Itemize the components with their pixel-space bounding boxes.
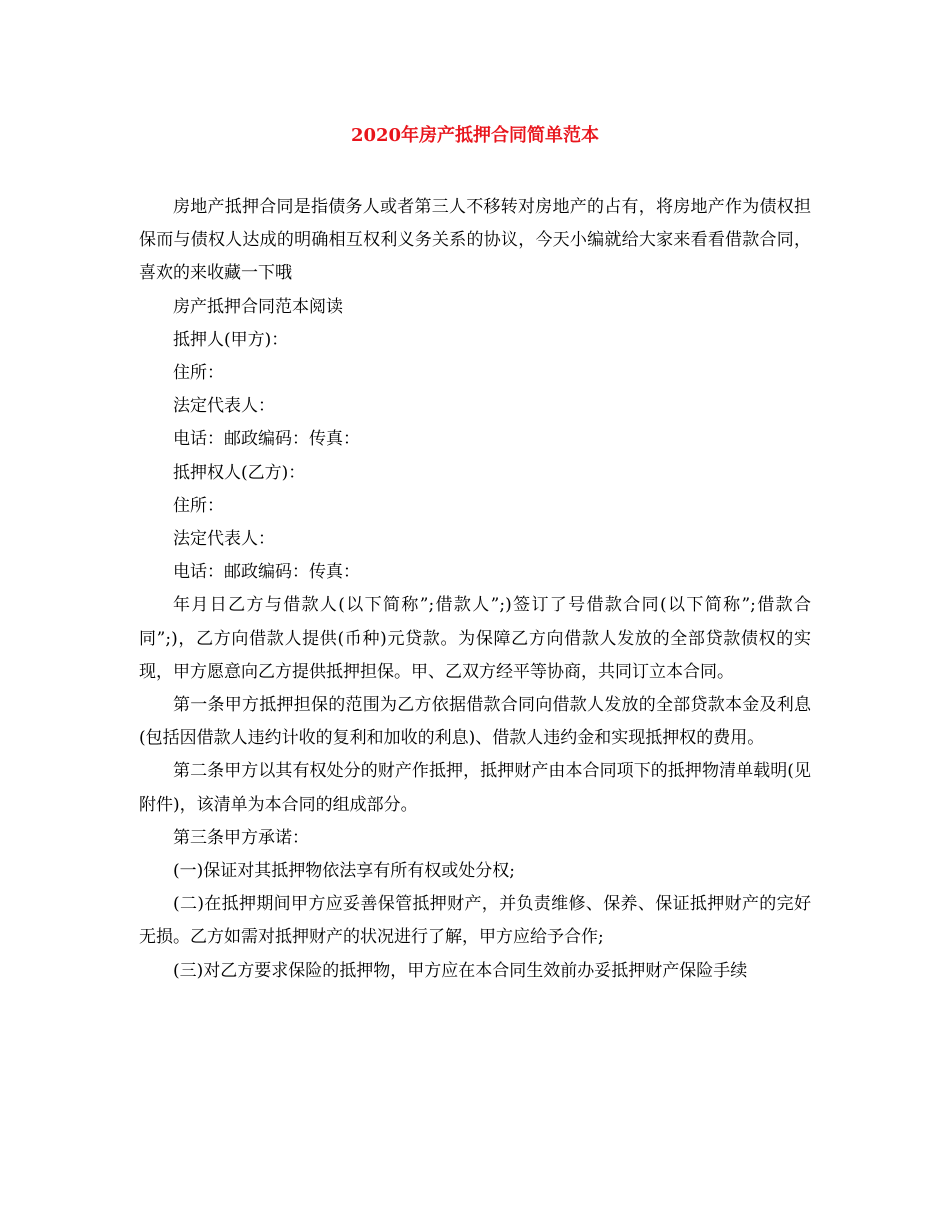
paragraph-mortgagor-representative: 法定代表人：: [173, 396, 275, 417]
paragraph-mortgagor: 抵押人(甲方)：: [173, 329, 289, 350]
paragraph-mortgagee-representative: 法定代表人：: [173, 529, 275, 550]
paragraph-mortgagee-contact: 电话：邮政编码：传真：: [173, 562, 360, 583]
paragraph-article-3: 第三条甲方承诺：: [173, 827, 309, 848]
paragraph-intro: 房地产抵押合同是指债务人或者第三人不移转对房地产的占有，将房地产作为债权担保而与债权人达成的明确相互权利义务关系的协议，今天小编就给大家来看看借款合同，喜欢的来收藏一下哦: [139, 197, 811, 284]
paragraph-mortgagee-address: 住所：: [173, 495, 224, 516]
paragraph-article-3-item-1: (一)保证对其抵押物依法享有所有权或处分权;: [173, 861, 515, 882]
document-title: 2020年房产抵押合同简单范本: [350, 125, 600, 146]
paragraph-article-2: 第二条甲方以其有权处分的财产作抵押，抵押财产由本合同项下的抵押物清单载明(见附件)，该清单为本合同的组成部分。: [139, 761, 811, 815]
paragraph-preamble: 年月日乙方与借款人(以下简称”;借款人”;)签订了号借款合同(以下简称”;借款合同”;)，乙方向借款人提供(币种)元贷款。为保障乙方向借款人发放的全部贷款债权的实现，甲方愿意向乙方提供抵押担保。甲、乙双方经平等协商，共同订立本合同。: [139, 595, 811, 682]
paragraph-mortgagor-contact: 电话：邮政编码：传真：: [173, 429, 360, 450]
paragraph-mortgagor-address: 住所：: [173, 363, 224, 384]
paragraph-mortgagee: 抵押权人(乙方)：: [173, 462, 306, 483]
paragraph-article-1: 第一条甲方抵押担保的范围为乙方依据借款合同向借款人发放的全部贷款本金及利息(包括因借款人违约计收的复利和加收的利息)、借款人违约金和实现抵押权的费用。: [139, 695, 811, 749]
paragraph-article-3-item-2: (二)在抵押期间甲方应妥善保管抵押财产，并负责维修、保养、保证抵押财产的完好无损。乙方如需对抵押财产的状况进行了解，甲方应给予合作;: [139, 894, 811, 948]
paragraph-article-3-item-3: (三)对乙方要求保险的抵押物，甲方应在本合同生效前办妥抵押财产保险手续: [173, 960, 748, 981]
document-body: [139, 191, 811, 988]
paragraph-heading: 房产抵押合同范本阅读: [173, 296, 343, 317]
